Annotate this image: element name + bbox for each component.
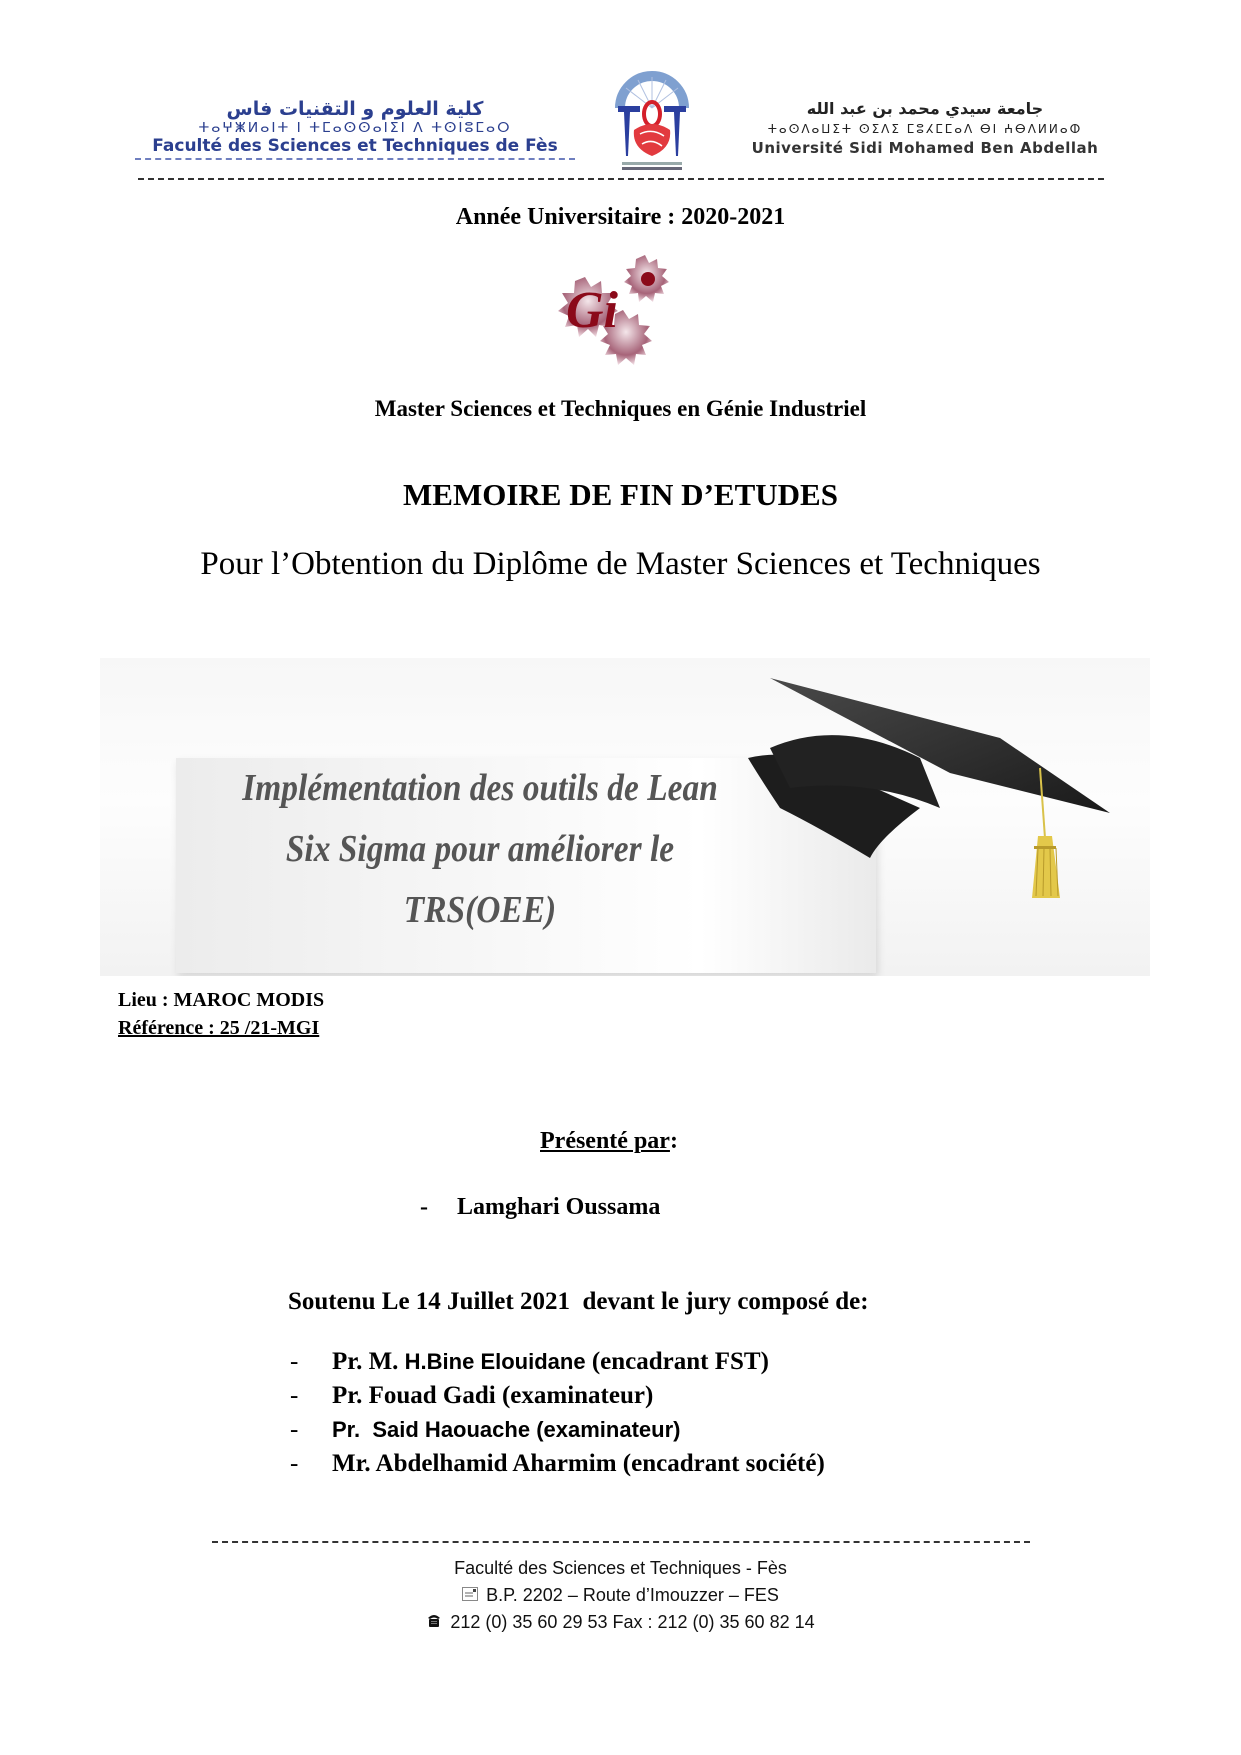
list-dash: - — [290, 1450, 299, 1477]
jury-member-name: H.Bine Elouidane — [404, 1349, 586, 1374]
jury-member-role: (encadrant société) — [616, 1450, 825, 1477]
faculty-name-french: Faculté des Sciences et Techniques de Fès — [152, 136, 558, 156]
footer — [0, 1555, 1241, 1636]
document-reference: Référence : 25 /21-MGI — [118, 1017, 320, 1039]
jury-member — [290, 1413, 825, 1447]
mailbox-icon — [462, 1582, 478, 1609]
university-name-arabic: جامعة سيدي محمد بن عبد الله — [806, 99, 1044, 118]
student-name: Lamghari Oussama — [457, 1194, 661, 1220]
faculty-name-arabic: كلية العلوم و التقنيات فاس — [226, 98, 484, 120]
gi-logo-icon — [548, 255, 683, 370]
university-name-french: Université Sidi Mohamed Ben Abdellah — [751, 139, 1099, 157]
presented-by-text: Présenté par — [540, 1128, 670, 1154]
jury-member-role: (encadrant FST) — [585, 1348, 769, 1375]
footer-address-text: B.P. 2202 – Route d’Imouzzer – FES — [486, 1585, 779, 1605]
header-divider — [138, 178, 1104, 180]
list-dash: - — [290, 1382, 299, 1409]
list-dash: - — [290, 1416, 299, 1443]
thesis-title-line-3: TRS(OEE) — [403, 889, 557, 931]
student-item — [420, 1194, 660, 1221]
jury-member-name: Pr. Said Haouache (examinateur) — [332, 1417, 681, 1442]
jury-member-name: Mr. Abdelhamid Aharmim — [332, 1450, 617, 1477]
university-header — [735, 98, 1115, 158]
thesis-title-line-1: Implémentation des outils de Lean — [242, 767, 718, 809]
jury-list — [290, 1345, 825, 1481]
presented-by-label — [540, 1128, 678, 1155]
internship-location: Lieu : MAROC MODIS — [118, 989, 325, 1011]
document-subtitle: Pour l’Obtention du Diplôme de Master Sciences et Techniques — [200, 546, 1041, 582]
footer-phone-text: 212 (0) 35 60 29 53 Fax : 212 (0) 35 60 82 14 — [450, 1612, 815, 1632]
jury-member — [290, 1345, 825, 1379]
program-name: Master Sciences et Techniques en Génie Industriel — [374, 396, 867, 421]
faculty-header — [125, 98, 585, 162]
footer-divider — [212, 1541, 1030, 1543]
graduation-cap-icon — [620, 658, 1150, 976]
thesis-title-banner — [100, 658, 1150, 976]
academic-year: Année Universitaire : 2020-2021 — [455, 204, 786, 230]
jury-member-role: (examinateur) — [495, 1382, 654, 1409]
footer-address — [0, 1582, 1241, 1609]
jury-member — [290, 1447, 825, 1481]
presented-by-colon: : — [669, 1128, 678, 1154]
list-dash: - — [420, 1194, 428, 1220]
footer-phone — [0, 1609, 1241, 1636]
university-name-tifinagh: ⵜⴰⵙⴷⴰⵡⵉⵜ ⵙⵉⴷⵉ ⵎⵓⵃⵎⵎⴰⴷ ⴱⵏ ⵄⴱⴷⵍⵍⴰⵀ — [767, 122, 1083, 136]
defense-statement: Soutenu Le 14 Juillet 2021 devant le jury composé de: — [288, 1288, 869, 1315]
jury-member-title: Pr. M. — [332, 1348, 405, 1375]
telephone-icon — [426, 1609, 442, 1636]
document-title: MEMOIRE DE FIN D’ETUDES — [403, 477, 838, 512]
thesis-title-line-2: Six Sigma pour améliorer le — [285, 828, 675, 870]
faculty-name-tifinagh: ⵜⴰⵖⵥⵍⴰⵏⵜ ⵏ ⵜⵎⴰⵙⵙⴰⵏⵉⵏ ⴷ ⵜⵙⵏⵓⵎⴰⵔ — [198, 120, 512, 136]
list-dash: - — [290, 1348, 299, 1375]
university-emblem-icon — [612, 68, 692, 178]
footer-institution: Faculté des Sciences et Techniques - Fès — [454, 1558, 787, 1578]
jury-member — [290, 1379, 825, 1413]
jury-member-name: Pr. Fouad Gadi — [332, 1382, 496, 1409]
svg-text:Gi: Gi — [566, 282, 618, 339]
faculty-underline — [135, 158, 575, 162]
